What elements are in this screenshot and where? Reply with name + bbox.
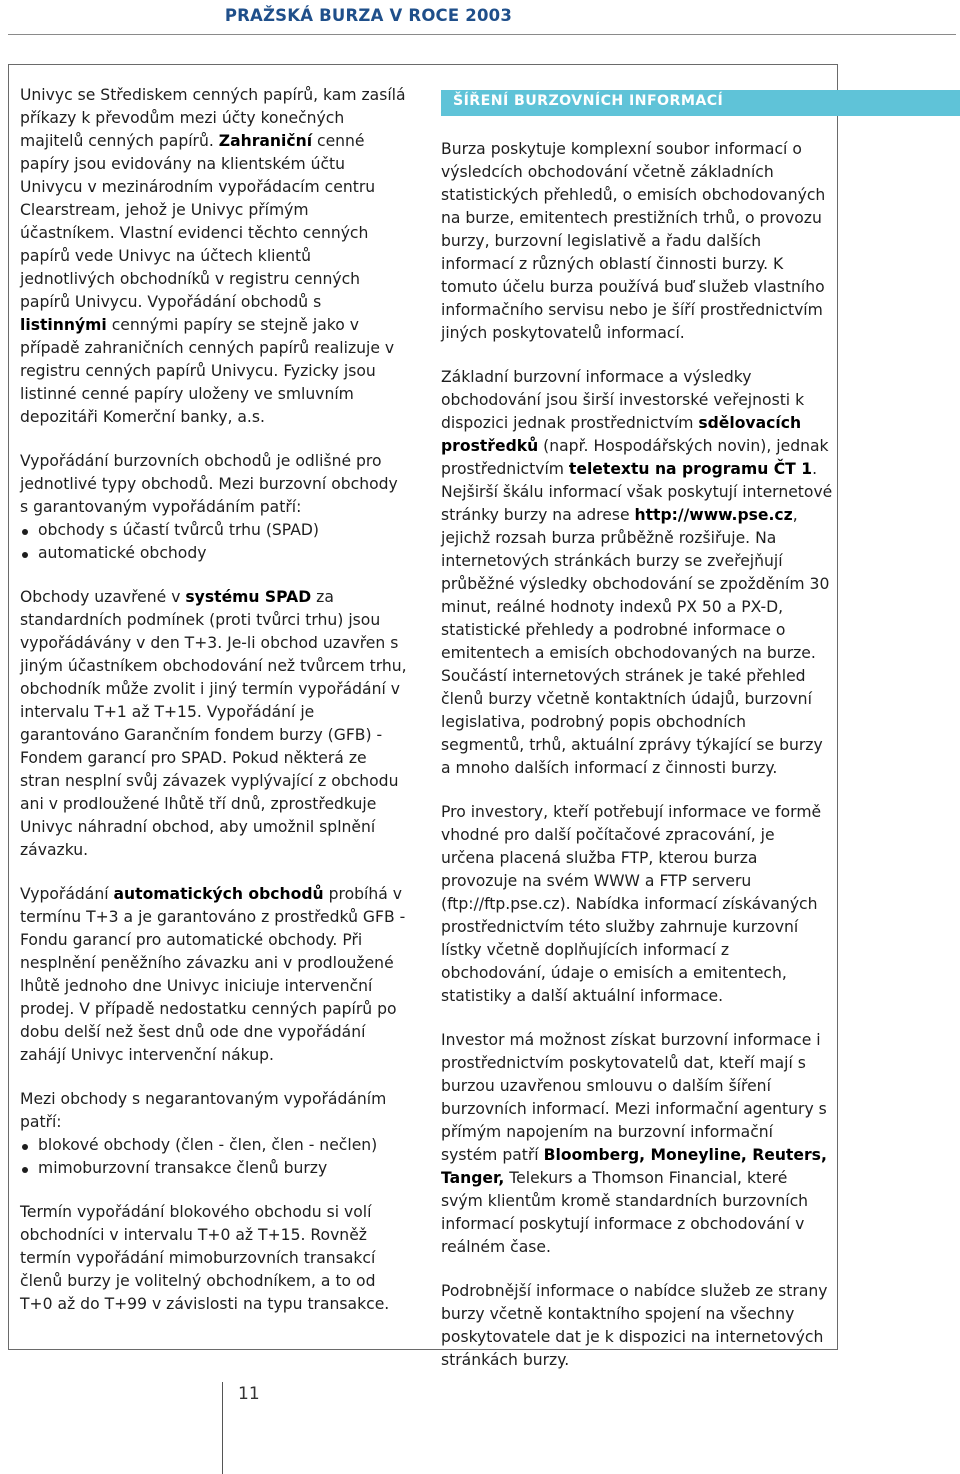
list-item: automatické obchody bbox=[20, 542, 408, 565]
paragraph-automatic-trades: Vypořádání automatických obchodů probíhá v termínu T+3 a je garantováno z prostředků GFB - Fondu garancí pro automatické obchody. Při nesplnění peněžního závazku ani v prodloužené lhůtě jednoho dne Univyc iniciuje intervenční prodej. V případě nedostatku cenných papírů po dobu delší než šest dnů ode dne vypořádání zahájí Univyc intervenční nákup. bbox=[20, 885, 406, 1064]
paragraph-settlement-types: Vypořádání burzovních obchodů je odlišné pro jednotlivé typy obchodů. Mezi burzovní obchody s garantovaným vypořádáním patří: bbox=[20, 452, 398, 516]
emphasized-term: http://www.pse.cz bbox=[634, 506, 793, 524]
page-number: 11 bbox=[238, 1384, 260, 1404]
section-heading: ŠÍŘENÍ BURZOVNÍCH INFORMACÍ bbox=[453, 93, 724, 109]
left-column bbox=[20, 84, 408, 1337]
running-header-title: PRAŽSKÁ BURZA V ROCE 2003 bbox=[224, 6, 512, 25]
paragraph-settlement-intro: Univyc se Střediskem cenných papírů, kam zasílá příkazy k převodům mezi účty konečných majitelů cenných papírů. Zahraniční cenné papíry jsou evidovány na klientském účtu Univycu v mezinárodním vypořádacím centru Clearstream, jehož je Univyc přímým účastníkem. Vlastní evidenci těchto cenných papírů vede Univyc na účtech klientů jednotlivých obchodníků v registru cenných papírů Univycu. Vypořádání obchodů s listinnými cennými papíry se stejně jako v případě zahraničních cenných papírů realizuje v registru cenných papírů Univycu. Fyzicky jsou listinné cenné papíry uloženy ve smluvním depozitáři Komerční banky, a.s. bbox=[20, 86, 406, 426]
emphasized-term: listinnými bbox=[20, 316, 107, 334]
paragraph-block-trades: Termín vypořádání blokového obchodu si volí obchodníci v intervalu T+0 až T+15. Rovněž termín vypořádání mimoburzovních transakcí členů burzy je volitelný obchodníkem, a to od T+0 až do T+99 v závislosti na typu transakce. bbox=[20, 1203, 390, 1313]
right-column bbox=[441, 138, 833, 1393]
list-item: blokové obchody (člen - člen, člen - nečlen) bbox=[20, 1134, 408, 1157]
emphasized-term: systému SPAD bbox=[185, 588, 312, 606]
emphasized-term: Zahraniční bbox=[218, 132, 313, 150]
paragraph-non-guaranteed: Mezi obchody s negarantovaným vypořádáním patří: bbox=[20, 1090, 387, 1131]
emphasized-term: sdělovacích prostředků bbox=[441, 414, 802, 455]
emphasized-term: teletextu na programu ČT 1 bbox=[568, 460, 813, 478]
guaranteed-trades-list bbox=[20, 519, 408, 565]
emphasized-term: automatických obchodů bbox=[113, 885, 324, 903]
emphasized-term: Bloomberg, Moneyline, Reuters, Tanger, bbox=[441, 1146, 827, 1187]
paragraph-media-and-web: Základní burzovní informace a výsledky obchodování jsou širší investorské veřejnosti k dispozici jednak prostřednictvím sdělovacích prostředků (např. Hospodářských novin), jednak prostřednictvím teletextu na programu ČT 1. Nejširší škálu informací však poskytují internetové stránky burzy na adrese http://www.pse.cz, jejichž rozsah burza průběžně rozšiřuje. Na internetových stránkách burzy se zveřejňují průběžné výsledky obchodování se zpožděním 30 minut, reálné hodnoty indexů PX 50 a PX-D, statistické přehledy a podrobné informace o emitentech a emisích obchodovaných na burze. Součástí internetových stránek je také přehled členů burzy včetně kontaktních údajů, burzovní legislativa, podrobný popis obchodních segmentů, trhů, aktuální zprávy týkající se burzy a mnoho dalších informací z činnosti burzy. bbox=[441, 368, 833, 777]
footer-rule bbox=[222, 1382, 223, 1474]
paragraph-information-overview: Burza poskytuje komplexní soubor informací o výsledcích obchodování včetně základních statistických přehledů, o emisích obchodovaných na burze, emitentech prestižních trhů, o provozu burzy, burzovní legislativě a řadu dalších informací z různých oblastí činnosti burzy. K tomuto účelu burza používá buď služeb vlastního informačního servisu nebo je šíří prostřednictvím jiných poskytovatelů informací. bbox=[441, 140, 826, 342]
paragraph-ftp-service: Pro investory, kteří potřebují informace ve formě vhodné pro další počítačové zpracování, je určena placená služba FTP, kterou burza provozuje na svém WWW a FTP serveru (ftp://ftp.pse.cz). Nabídka informací získávaných prostřednictvím této služby zahrnuje kurzovní lístky včetně doplňujících informací z obchodování, údaje o emisích a emitentech, statistiky a další aktuální informace. bbox=[441, 803, 822, 1005]
list-item: mimoburzovní transakce členů burzy bbox=[20, 1157, 408, 1180]
paragraph-spad-settlement: Obchody uzavřené v systému SPAD za standardních podmínek (proti tvůrci trhu) jsou vypořádávány v den T+3. Je-li obchod uzavřen s jiným účastníkem obchodování než tvůrcem trhu, obchodník může zvolit i jiný termín vypořádání v intervalu T+1 až T+15. Vypořádání je garantováno Garančním fondem burzy (GFB) - Fondem garancí pro SPAD. Pokud některá ze stran nesplní svůj závazek vyplývající z obchodu ani v prodloužené lhůtě tří dnů, zprostředkuje Univyc náhradní obchod, aby umožnil splnění závazku. bbox=[20, 588, 407, 859]
header-rule bbox=[8, 34, 956, 35]
non-guaranteed-trades-list bbox=[20, 1134, 408, 1180]
list-item: obchody s účastí tvůrců trhu (SPAD) bbox=[20, 519, 408, 542]
paragraph-data-vendors: Investor má možnost získat burzovní informace i prostřednictvím poskytovatelů dat, kteří mají s burzou uzavřenou smlouvu o dalším šíření burzovních informací. Mezi informační agentury s přímým napojením na burzovní informační systém patří Bloomberg, Moneyline, Reuters, Tanger, Telekurs a Thomson Financial, které svým klientům kromě standardních burzovních informací poskytují informace z obchodování v reálném čase. bbox=[441, 1031, 827, 1256]
section-heading-bar bbox=[441, 90, 960, 116]
paragraph-more-information: Podrobnější informace o nabídce služeb ze strany burzy včetně kontaktního spojení na všechny poskytovatele dat je k dispozici na internetových stránkách burzy. bbox=[441, 1282, 828, 1369]
